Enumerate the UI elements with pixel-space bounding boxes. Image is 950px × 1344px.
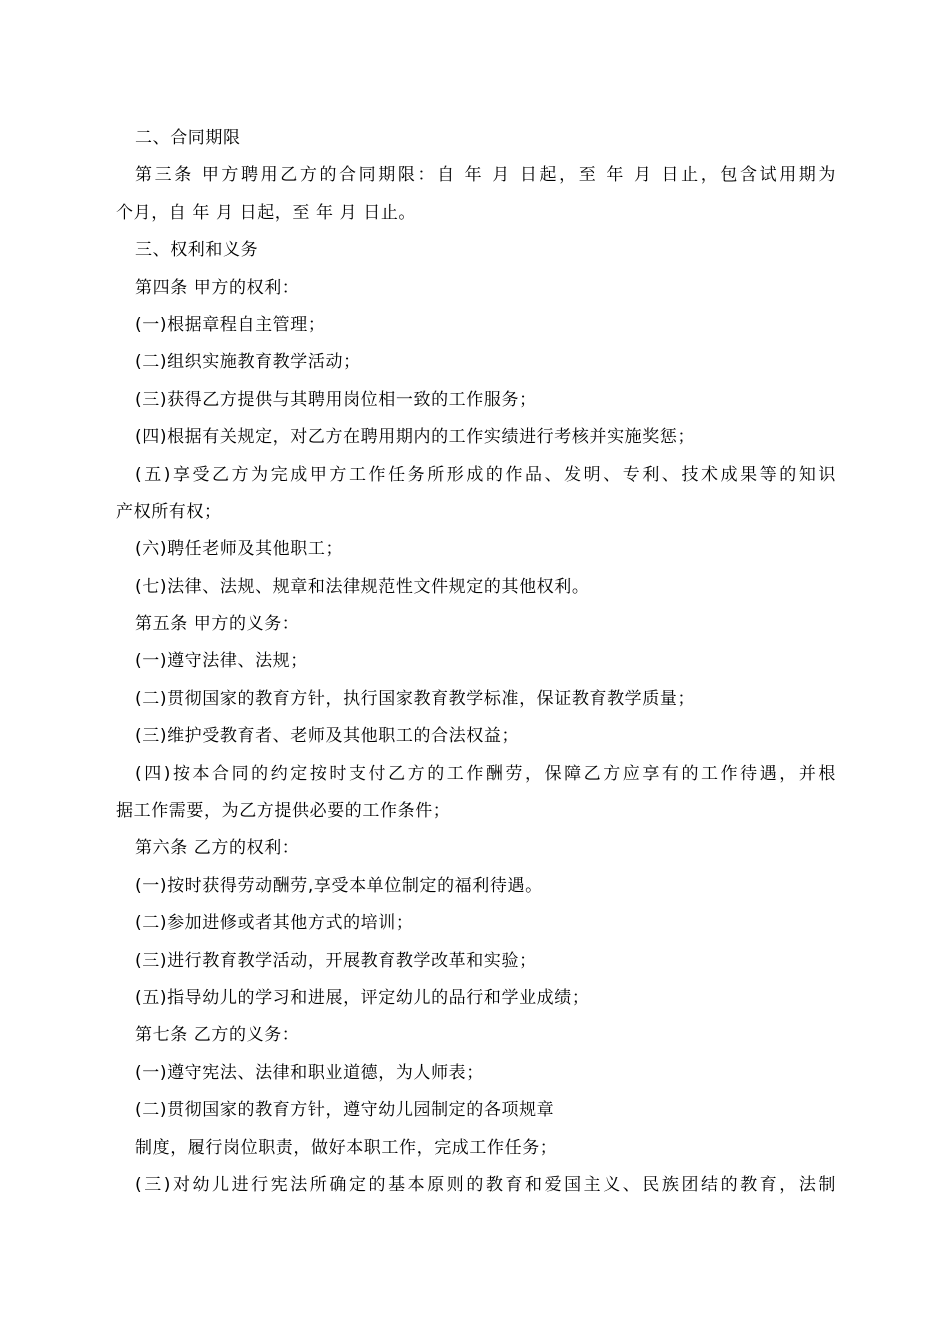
article-6-item-3: (三)进行教育教学活动，开展教育教学改革和实验； — [135, 950, 537, 971]
article-4-item-3: (三)获得乙方提供与其聘用岗位相一致的工作服务； — [135, 389, 537, 410]
article-4-item-1: (一)根据章程自主管理； — [135, 314, 326, 335]
article-4-title: 第四条 甲方的权利： — [135, 277, 300, 298]
article-4-item-7: (七)法律、法规、规章和法律规范性文件规定的其他权利。 — [135, 576, 590, 597]
article-7-item-1: (一)遵守宪法、法律和职业道德，为人师表； — [135, 1062, 484, 1083]
article-6-item-5: (五)指导幼儿的学习和进展，评定幼儿的品行和学业成绩； — [135, 987, 590, 1008]
article-7-title: 第七条 乙方的义务： — [135, 1025, 300, 1046]
article-5-item-4-line-2: 据工作需要，为乙方提供必要的工作条件； — [116, 801, 451, 822]
article-5-item-4-line-1: (四)按本合同的约定按时支付乙方的工作酬劳，保障乙方应享有的工作待遇，并根 — [135, 763, 836, 784]
article-7-item-3-line-1: (三)对幼儿进行宪法所确定的基本原则的教育和爱国主义、民族团结的教育，法制 — [135, 1174, 836, 1195]
article-4-item-5-line-1: (五)享受乙方为完成甲方工作任务所形成的作品、发明、专利、技术成果等的知识 — [135, 464, 836, 485]
section-heading-contract-term: 二、合同期限 — [135, 128, 241, 148]
article-4-item-6: (六)聘任老师及其他职工； — [135, 539, 344, 560]
article-4-item-5-line-2: 产权所有权； — [116, 501, 222, 522]
article-6-title: 第六条 乙方的权利： — [135, 838, 300, 859]
article-6-item-1: (一)按时获得劳动酬劳,享受本单位制定的福利待遇。 — [135, 875, 543, 896]
article-3-line-1: 第三条 甲方聘用乙方的合同期限：自 年 月 日起，至 年 月 日止，包含试用期为 — [135, 165, 836, 186]
article-3-line-2: 个月，自 年 月 日起，至 年 月 日止。 — [116, 202, 417, 223]
article-5-item-3: (三)维护受教育者、老师及其他职工的合法权益； — [135, 726, 520, 747]
article-5-title: 第五条 甲方的义务： — [135, 614, 300, 635]
article-5-item-1: (一)遵守法律、法规； — [135, 651, 308, 672]
article-4-item-4: (四)根据有关规定，对乙方在聘用期内的工作实绩进行考核并实施奖惩； — [135, 427, 696, 448]
article-5-item-2: (二)贯彻国家的教育方针，执行国家教育教学标准，保证教育教学质量； — [135, 688, 696, 709]
article-7-item-2-line-2: 制度，履行岗位职责，做好本职工作，完成工作任务； — [135, 1137, 558, 1158]
document-body — [116, 120, 836, 1204]
section-heading-rights-duties: 三、权利和义务 — [135, 240, 259, 261]
article-6-item-2: (二)参加进修或者其他方式的培训； — [135, 913, 414, 934]
article-4-item-2: (二)组织实施教育教学活动； — [135, 352, 361, 373]
article-7-item-2-line-1: (二)贯彻国家的教育方针，遵守幼儿园制定的各项规章 — [135, 1100, 555, 1121]
